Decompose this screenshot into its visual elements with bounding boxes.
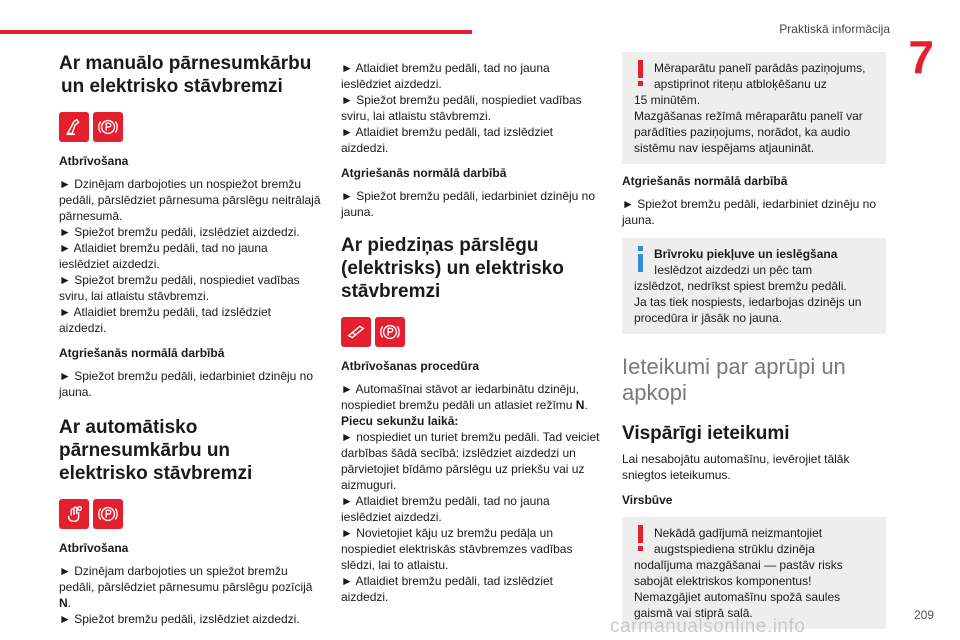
chapter-number: 7 [908,31,934,83]
column-2 [341,60,603,611]
warning-note: Nekādā gadījumā neizmantojiet augstspiediena strūklu dzinēja nodalījuma mazgāšanai — pastāv risks sabojāt elektriskos komponentus! Nemazgājiet automašīnu spožā saules gaismā vai stiprā salā. [622,517,886,629]
parking-brake-p-icon [93,499,123,529]
step: ► Spiežot bremžu pedāli, nospiediet vadības sviru, lai atlaistu stāvbremzi. [59,273,300,303]
subheading-body: Virsbūve [622,493,673,507]
icon-row [341,317,603,347]
column-3 [622,52,886,639]
step: ► Novietojiet kāju uz bremžu pedāļa un nospiediet elektriskās stāvbremzes vadības slēdzi, lai to atlaistu. [341,526,573,572]
heading-care-maintenance: Ieteikumi par aprūpi un apkopi [622,354,846,405]
step: ► Automašīnai stāvot ar iedarbinātu dzinēju, nospiediet bremžu pedāli un atlasiet režīmu N. Piecu sekunžu laikā: [341,382,588,428]
icon-row [59,112,321,142]
warning-exclamation-icon [634,58,648,88]
warning-note: Mēraparātu panelī parādās paziņojums, apstiprinot riteņu atbloķēšanu uz 15 minūtēm. Mazgāšanas režīmā mēraparātu panelī var parādīties paziņojums, norādot, ka audio sistēmu nav iespējams atjaunināt. [622,52,886,164]
subheading-procedure: Atbrīvošanas procedūra [341,359,480,373]
step: ► Atlaidiet bremžu pedāli, tad no jauna ieslēdziet aizdedzi. [341,61,550,91]
step: ► Dzinējam darbojoties un spiežot bremžu pedāli, pārslēdziet pārnesumu pārslēgu pozīcijā N. [59,564,313,610]
heading-manual-gearbox: Ar manuālo pārnesumkārbu un elektrisko stāvbremzi [59,53,312,97]
icon-row [59,499,321,529]
step: ► Atlaidiet bremžu pedāli, tad izslēdziet aizdedzi. [341,574,553,604]
subheading-return: Atgriešanās normālā darbībā [59,346,225,360]
gear-selector-icon [341,317,371,347]
step: ► nospiediet un turiet bremžu pedāli. Tad veiciet darbības šādā secībā: izslēdziet aizdedzi un pārvietojiet bīdāmo pārslēgu uz priekšu vai uz aizmuguri. [341,430,600,492]
subheading-return: Atgriešanās normālā darbībā [622,174,788,188]
parking-brake-p-icon [93,112,123,142]
heading-automatic-gearbox: Ar automātisko pārnesumkārbu un elektrisko stāvbremzi [59,417,253,484]
heading-drive-selector: Ar piedziņas pārslēgu (elektrisks) un elektrisko stāvbremzi [341,235,564,302]
step: ► Dzinējam darbojoties un nospiežot bremžu pedāli, pārslēdziet pārnesuma pārslēgu neitrālajā pārnesumā. [59,177,321,223]
auto-gear-hand-icon [59,499,89,529]
step: ► Atlaidiet bremžu pedāli, tad izslēdziet aizdedzi. [341,125,553,155]
info-icon [634,244,648,274]
paragraph: Lai nesabojātu automašīnu, ievērojiet tālāk sniegtos ieteikumus. [622,452,850,482]
subheading-return: Atgriešanās normālā darbībā [341,166,507,180]
header-accent-bar [0,30,472,34]
step: ► Atlaidiet bremžu pedāli, tad no jauna ieslēdziet aizdedzi. [341,494,550,524]
step: ► Spiežot bremžu pedāli, izslēdziet aizdedzi. [59,225,300,239]
column-1 [59,52,321,633]
brake-pedal-icon [59,112,89,142]
step: ► Spiežot bremžu pedāli, nospiediet vadības sviru, lai atlaistu stāvbremzi. [341,93,582,123]
section-title: Praktiskā informācija [779,22,890,36]
step: ► Atlaidiet bremžu pedāli, tad izslēdziet aizdedzi. [59,305,271,335]
subheading-release: Atbrīvošana [59,154,129,168]
info-note: Brīvroku piekļuve un ieslēgšana Ieslēdzot aizdedzi un pēc tam izslēdzot, nedrīkst spiest bremžu pedāli. Ja tas tiek nospiests, iedarbojas dzinējs un procedūra ir jāsāk no jauna. [622,238,886,334]
heading-general-advice: Vispārīgi ieteikumi [622,423,790,444]
watermark: carmanualsonline.info [610,616,806,637]
step: ► Spiežot bremžu pedāli, iedarbiniet dzinēju no jauna. [59,369,314,399]
parking-brake-p-icon [375,317,405,347]
step: ► Spiežot bremžu pedāli, izslēdziet aizdedzi. [59,612,300,626]
step: ► Spiežot bremžu pedāli, iedarbiniet dzinēju no jauna. [341,189,596,219]
warning-exclamation-icon [634,523,648,553]
page-number: 209 [913,608,934,622]
subheading-release: Atbrīvošana [59,541,129,555]
step: ► Atlaidiet bremžu pedāli, tad no jauna ieslēdziet aizdedzi. [59,241,268,271]
step: ► Spiežot bremžu pedāli, iedarbiniet dzinēju no jauna. [622,197,877,227]
